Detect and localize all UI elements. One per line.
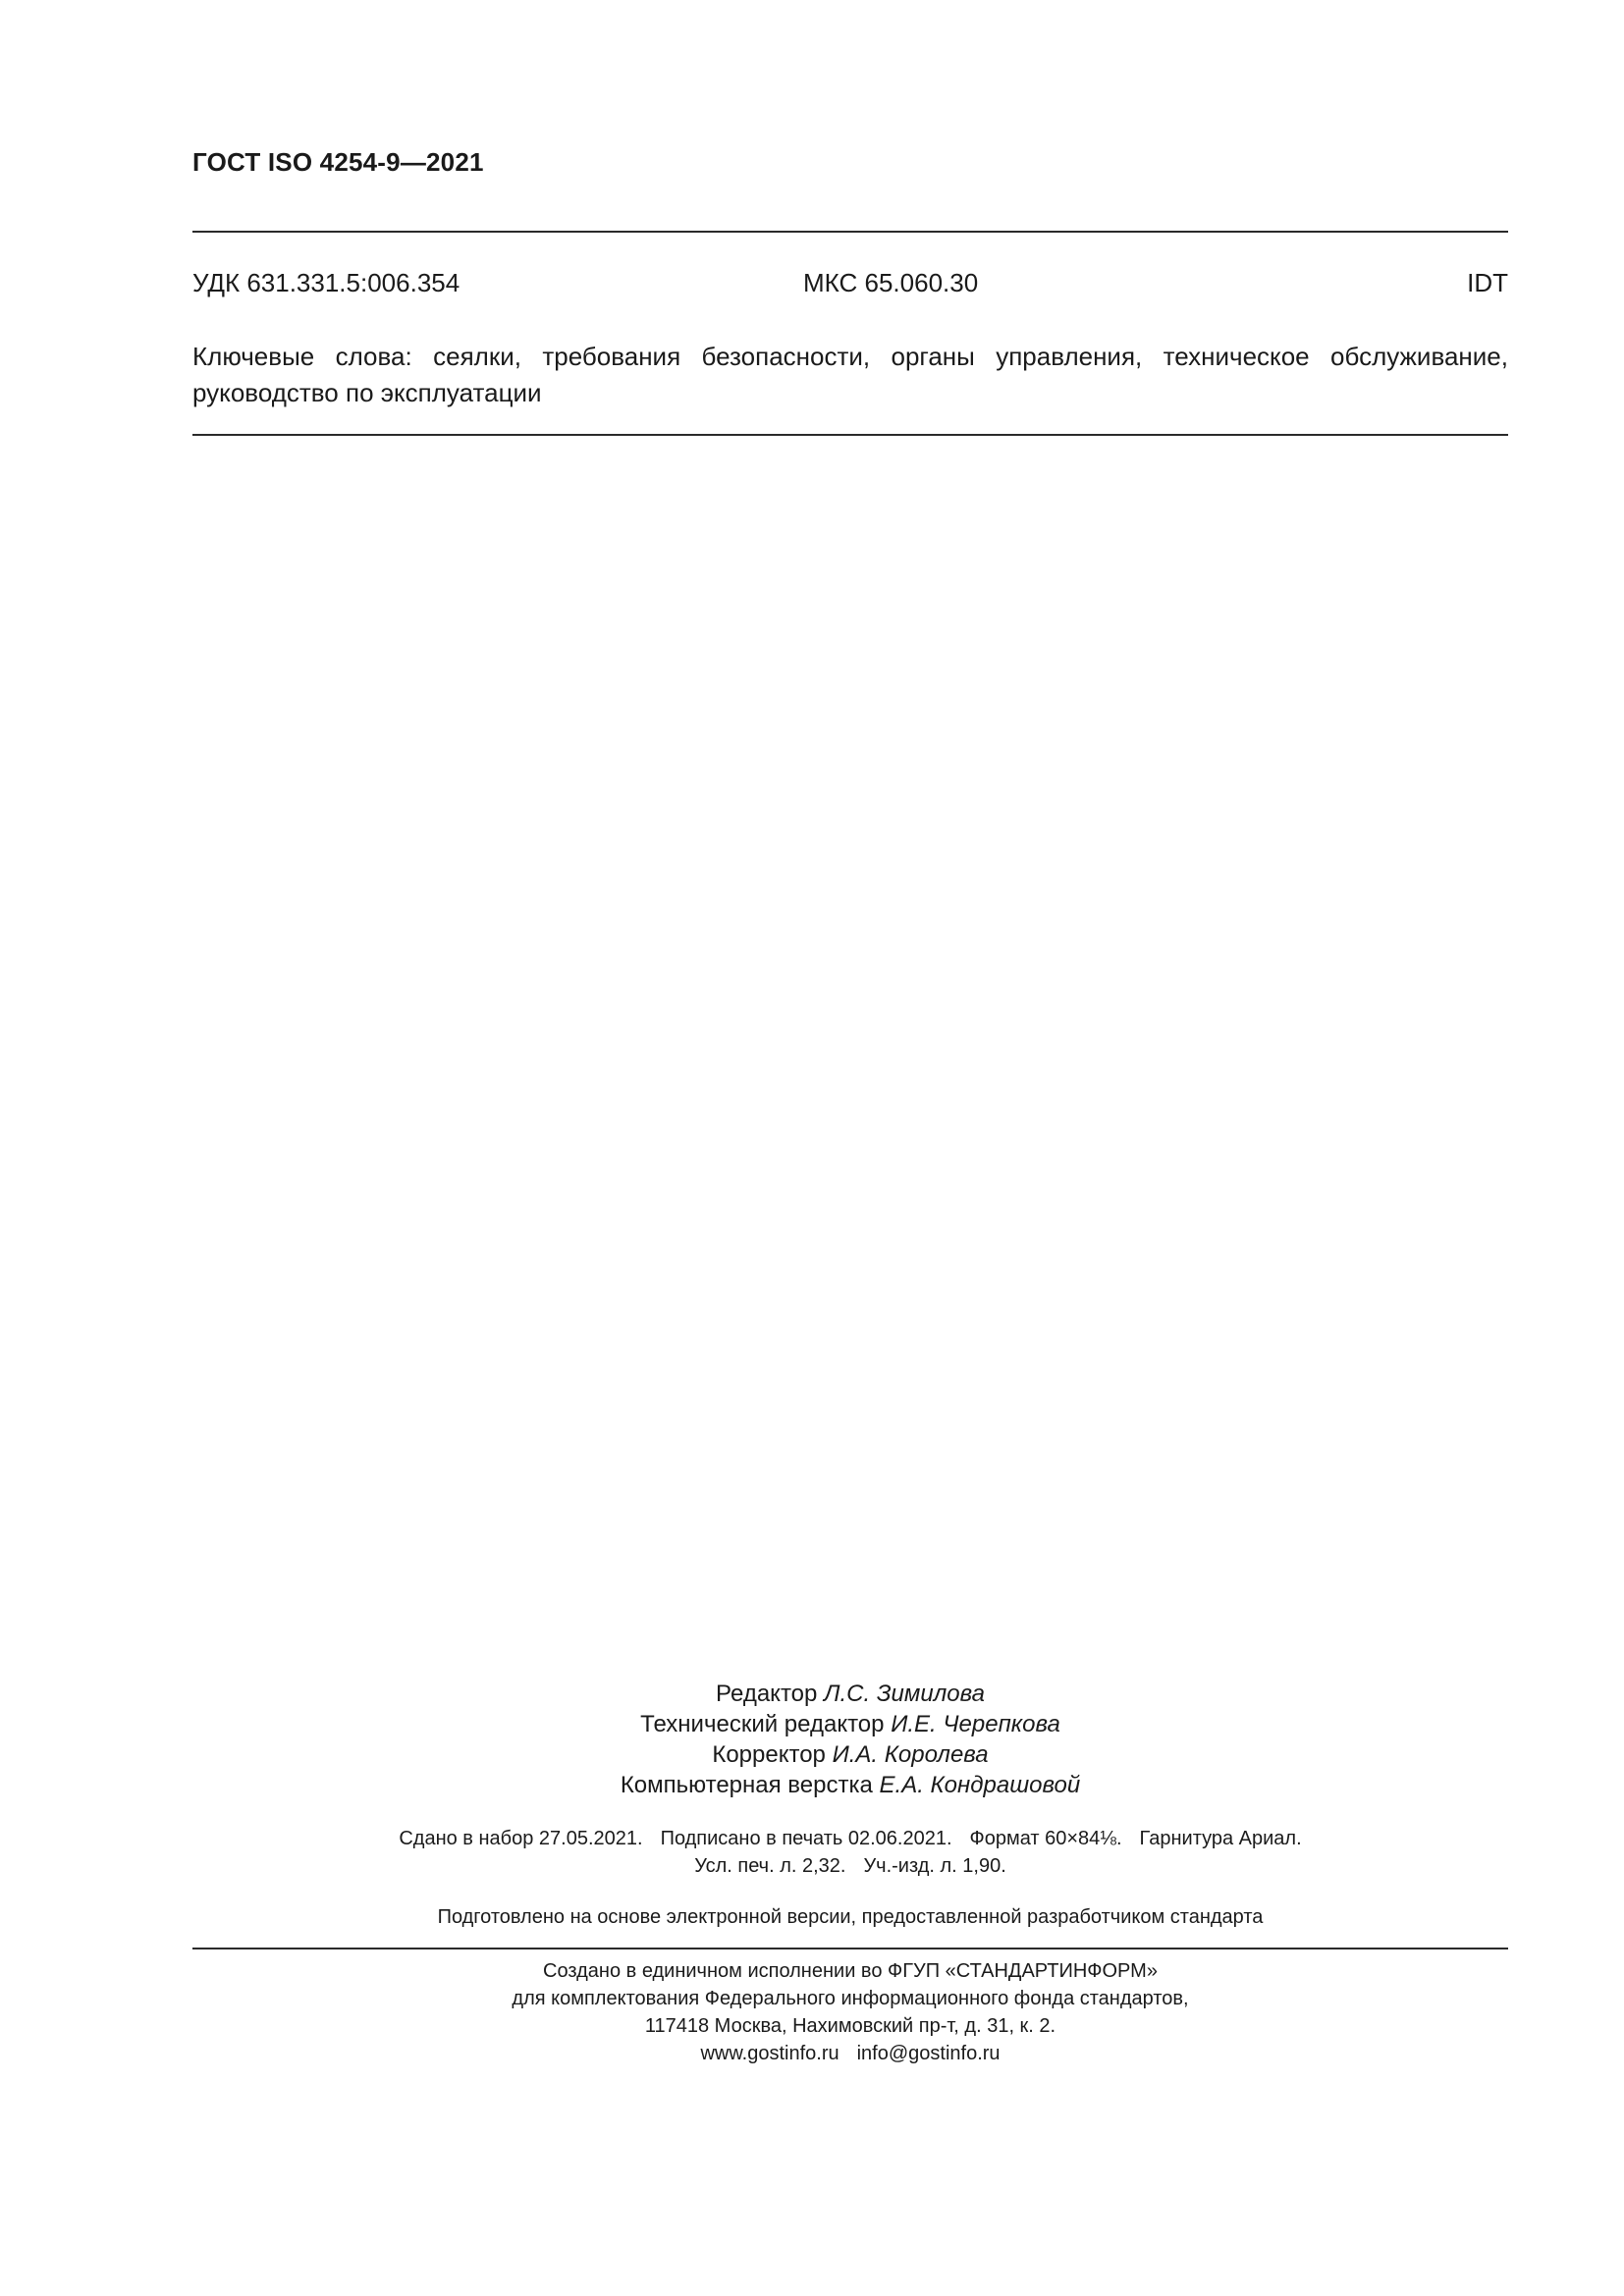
credit-label: Компьютерная верстка (620, 1772, 873, 1798)
divider-keywords (192, 434, 1508, 436)
divider-bottom (192, 1948, 1508, 1949)
publisher-line-2: для комплектования Федерального информационного фонда стандартов, (512, 1988, 1189, 2009)
credit-layout (192, 1770, 1508, 1800)
credit-name: Е.А. Кондрашовой (879, 1772, 1081, 1798)
credits-block (192, 1679, 1508, 1800)
credit-name: И.Е. Черепкова (891, 1711, 1060, 1737)
udk-code: УДК 631.331.5:006.354 (192, 268, 460, 297)
credit-name: Л.С. Зимилова (824, 1681, 985, 1707)
credit-label: Редактор (716, 1681, 818, 1707)
publisher-sheets: Уч.-изд. л. 1,90. (863, 1855, 1006, 1877)
publisher-line-1: Создано в единичном исполнении во ФГУП «СТАНДАРТИНФОРМ» (543, 1960, 1158, 1982)
credit-name: И.А. Королева (832, 1741, 989, 1768)
print-signed: Подписано в печать 02.06.2021. (660, 1828, 952, 1849)
print-typeface: Гарнитура Ариал. (1139, 1828, 1302, 1849)
print-sheets: Усл. печ. л. 2,32. (694, 1855, 846, 1877)
divider-top (192, 231, 1508, 233)
print-info-line-2 (192, 1852, 1508, 1880)
classification-row (192, 268, 1508, 298)
equivalence-code: IDT (1467, 268, 1508, 297)
publisher-address: 117418 Москва, Нахимовский пр-т, д. 31, к. 2. (644, 2015, 1056, 2037)
mks-code: МКС 65.060.30 (803, 268, 979, 297)
credit-proofreader (192, 1739, 1508, 1770)
credit-tech-editor (192, 1709, 1508, 1739)
keywords: Ключевые слова: сеялки, требования безопасности, органы управления, техническое обслуживание, руководство по эксплуатации (192, 342, 1508, 407)
publisher-email-link[interactable]: info@gostinfo.ru (856, 2043, 1001, 2064)
credit-label: Технический редактор (640, 1711, 885, 1737)
page-header-standard-code: ГОСТ ISO 4254-9—2021 (192, 147, 484, 177)
credit-editor (192, 1679, 1508, 1709)
publisher-website-link[interactable]: www.gostinfo.ru (700, 2043, 839, 2064)
credit-label: Корректор (712, 1741, 826, 1768)
publisher-contacts (192, 2040, 1508, 2067)
prepared-note: Подготовлено на основе электронной версии, предоставленной разработчиком стандарта (437, 1906, 1264, 1928)
print-format: Формат 60×84⅛. (969, 1828, 1122, 1849)
print-submitted: Сдано в набор 27.05.2021. (399, 1828, 643, 1849)
print-info-line-1 (192, 1825, 1508, 1852)
print-info-block (192, 1825, 1508, 1880)
publisher-block (192, 1957, 1508, 2067)
